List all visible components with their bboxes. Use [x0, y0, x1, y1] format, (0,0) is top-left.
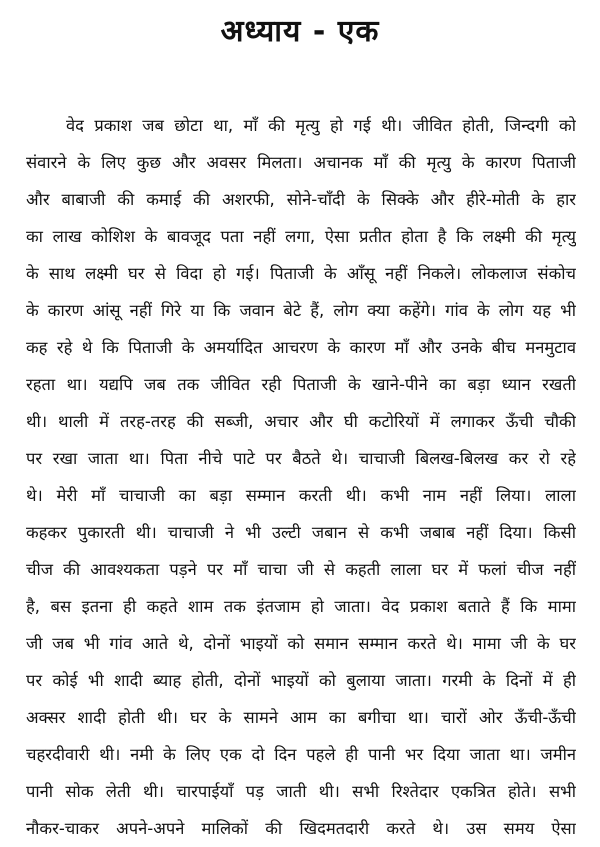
text-line: के कारण आंसू नहीं गिरे या कि जवान बेटे हैं, लोग क्या कहेंगे। गांव के लोग यह भी	[26, 301, 576, 320]
text-line: अक्सर शादी होती थी। घर के सामने आम का बगीचा था। चारों ओर ऊँची-ऊँची	[26, 708, 576, 727]
text-line: संवारने के लिए कुछ और अवसर मिलता। अचानक माँ की मृत्यु के कारण पिताजी	[26, 153, 576, 172]
text-line: और बाबाजी की कमाई की अशरफी, सोने-चाँदी के सिक्के और हीरे-मोती के हार	[26, 190, 576, 209]
text-line: थी। थाली में तरह-तरह की सब्जी, अचार और घी कटोरियों में लगाकर ऊँची चौकी	[26, 412, 576, 431]
text-line: कहकर पुकारती थी। चाचाजी ने भी उल्टी जबान से कभी जबाब नहीं दिया। किसी	[26, 523, 576, 542]
text-line: वेद प्रकाश जब छोटा था, माँ की मृत्यु हो गई थी। जीवित होती, जिन्दगी को	[66, 116, 576, 135]
text-line: नौकर-चाकर अपने-अपने मालिकों की खिदमतदारी करते थे। उस समय ऐसा	[26, 819, 576, 838]
text-line: पानी सोक लेती थी। चारपाईयाँ पड़ जाती थी। सभी रिश्तेदार एकत्रित होते। सभी	[26, 782, 576, 801]
text-line: चीज की आवश्यकता पड़ने पर माँ चाचा जी से कहती लाला घर में फलां चीज नहीं	[26, 560, 576, 579]
text-line: रहता था। यद्यपि जब तक जीवित रही पिताजी के खाने-पीने का बड़ा ध्यान रखती	[26, 375, 576, 394]
text-line: कह रहे थे कि पिताजी के अमर्यादित आचरण के कारण माँ और उनके बीच मनमुटाव	[26, 338, 576, 357]
text-line: चहरदीवारी थी। नमी के लिए एक दो दिन पहले ही पानी भर दिया जाता था। जमीन	[26, 745, 576, 764]
text-line: है, बस इतना ही कहते शाम तक इंतजाम हो जाता। वेद प्रकाश बताते हैं कि मामा	[26, 597, 576, 616]
text-line: पर कोई भी शादी ब्याह होती, दोनों भाइयों को बुलाया जाता। गरमी के दिनों में ही	[26, 671, 576, 690]
text-line: थे। मेरी माँ चाचाजी का बड़ा सम्मान करती थी। कभी नाम नहीं लिया। लाला	[26, 486, 576, 505]
text-line: जी जब भी गांव आते थे, दोनों भाइयों को समान सम्मान करते थे। मामा जी के घर	[26, 634, 576, 653]
text-line: का लाख कोशिश के बावजूद पता नहीं लगा, ऐसा प्रतीत होता है कि लक्ष्मी की मृत्यु	[26, 227, 576, 246]
body-text	[26, 107, 576, 847]
text-line: के साथ लक्ष्मी घर से विदा हो गई। पिताजी के आँसू नहीं निकले। लोकलाज संकोच	[26, 264, 576, 283]
chapter-title: अध्याय - एक	[220, 14, 380, 49]
text-line: पर रखा जाता था। पिता नीचे पाटे पर बैठते थे। चाचाजी बिलख-बिलख कर रो रहे	[26, 449, 576, 468]
